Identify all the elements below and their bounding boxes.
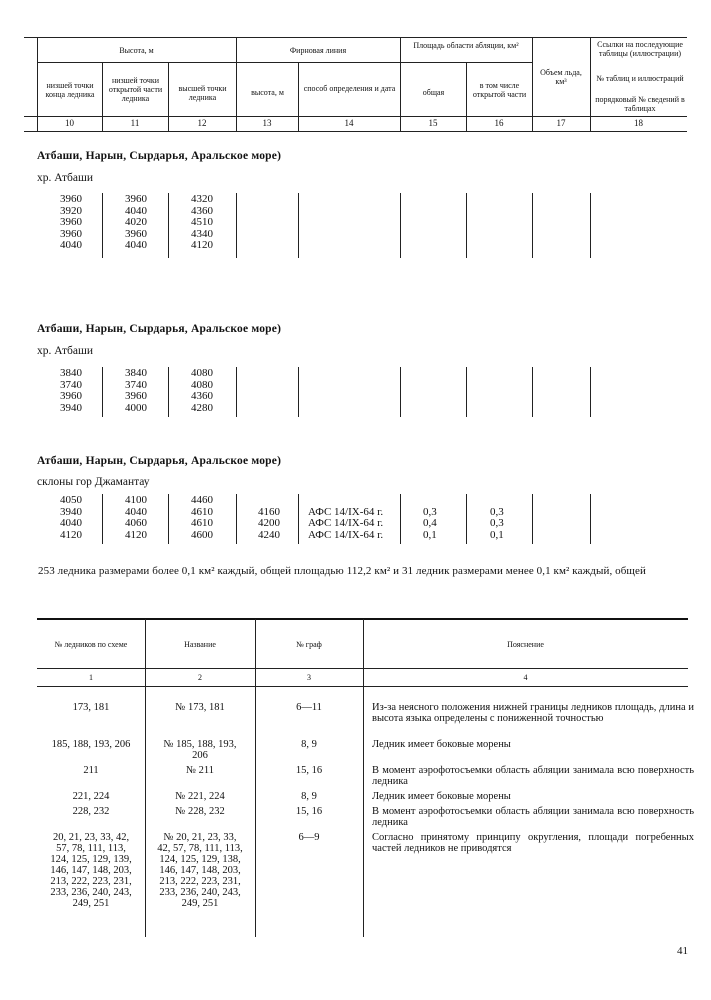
table-row-explanation: В момент аэрофотосъемки область абляции занимала всю поверхность ледника <box>372 806 694 828</box>
ablation-total-header: общая <box>422 88 445 97</box>
table-row-name: № 185, 188, 193, 206 <box>163 739 237 761</box>
table-row-graf: 8, 9 <box>301 739 317 750</box>
lowest-point-header: низшей точки конца ледника <box>45 81 95 99</box>
column-number: 10 <box>65 118 74 128</box>
page-number: 41 <box>677 945 688 957</box>
lowest-open-header: низшей точки открытой части ледника <box>108 76 163 103</box>
section-title: Атбаши, Нарын, Сырдарья, Аральское море) <box>37 455 282 467</box>
firn-method-values: АФС 14/IX-64 г. АФС 14/IX-64 г. АФС 14/IX-64 г. <box>308 505 384 541</box>
lowest-point-values: 3840 3740 3960 3940 <box>60 367 82 414</box>
highest-point-values: 4080 4080 4360 4280 <box>191 367 213 414</box>
ablation-total-values: 0,3 0,4 0,1 <box>423 505 437 541</box>
column-number: 12 <box>197 118 207 128</box>
ablation-open-header: в том числе открытой части <box>472 81 527 99</box>
table-row-graf: 6—11 <box>296 702 322 713</box>
column-number: 15 <box>428 118 438 128</box>
table-row-explanation: Согласно принятому принципу округления, площади погребенных частей ледников не приводятся <box>372 832 694 854</box>
table-row-explanation: Ледник имеет боковые морены <box>372 739 511 750</box>
firn-height-values: 4160 4200 4240 <box>258 505 280 541</box>
lowest-open-values: 3960 4040 4020 3960 4040 <box>125 193 147 251</box>
column-number: 2 <box>198 673 202 682</box>
ref-serial-header: порядковый № сведений в таблицах <box>595 95 685 113</box>
summary-note: 253 ледника размерами более 0,1 км² каждый, общей площадью 112,2 км² и 31 ледник размерами менее 0,1 км² каждый, общей <box>38 565 646 577</box>
table-row-explanation: В момент аэрофотосъемки область абляции занимала всю поверхность ледника <box>372 765 694 787</box>
firn-method-header: способ определения и дата <box>303 84 396 93</box>
table-row-name: № 211 <box>185 765 214 776</box>
ablation-area-header: Площадь области абляции, км² <box>413 41 519 50</box>
table-row-graf: 15, 16 <box>295 765 323 776</box>
column-number: 13 <box>262 118 272 128</box>
table-row-numbers: 211 <box>83 765 99 776</box>
column-number: 11 <box>130 118 140 128</box>
section-title: Атбаши, Нарын, Сырдарья, Аральское море) <box>37 150 282 162</box>
table-row-numbers: 185, 188, 193, 206 <box>51 739 131 750</box>
explanation-header: Пояснение <box>507 640 544 649</box>
lowest-open-values: 4100 4040 4060 4120 <box>125 494 147 541</box>
lowest-point-values: 3960 3920 3960 3960 4040 <box>60 193 82 251</box>
lowest-point-values: 4050 3940 4040 4120 <box>60 494 82 541</box>
firn-height-header: высота, м <box>251 88 284 97</box>
section-title: Атбаши, Нарын, Сырдарья, Аральское море) <box>37 323 282 335</box>
height-group-header: Высота, м <box>119 46 154 55</box>
references-header: Ссылки на последующие таблицы (иллюстрации) <box>597 40 683 58</box>
ice-volume-header: Объем льда, км³ <box>540 68 582 86</box>
ridge-name: хр. Атбаши <box>37 345 93 357</box>
table-row-numbers: 228, 232 <box>72 806 110 817</box>
table-row-name: № 20, 21, 23, 33, 42, 57, 78, 111, 113, 124, 125, 129, 138, 146, 147, 148, 203, 213, 222, 223, 231, 233, 236, 240, 243, 249, 251 <box>157 832 243 909</box>
table-row-numbers: 173, 181 <box>72 702 110 713</box>
name-header: Название <box>184 640 216 649</box>
table-row-name: № 221, 224 <box>175 791 225 802</box>
ref-tables-header: № таблиц и иллюстраций <box>596 74 684 83</box>
column-number: 1 <box>89 673 93 682</box>
highest-point-values: 4460 4610 4610 4600 <box>191 494 213 541</box>
column-number: 18 <box>634 118 643 128</box>
table-row-name: № 173, 181 <box>175 702 225 713</box>
highest-point-values: 4320 4360 4510 4340 4120 <box>191 193 213 251</box>
table-row-graf: 6—9 <box>298 832 320 843</box>
column-number: 14 <box>344 118 354 128</box>
ridge-name: хр. Атбаши <box>37 172 93 184</box>
highest-point-header: высшей точки ледника <box>178 84 227 102</box>
table-row-numbers: 221, 224 <box>72 791 110 802</box>
table-row-explanation: Ледник имеет боковые морены <box>372 791 511 802</box>
glacier-numbers-header: № ледников по схеме <box>54 640 128 649</box>
table-row-explanation: Из-за неясного положения нижней границы ледников площадь, длина и высота языка определены с пониженной точностью <box>372 702 694 724</box>
graf-header: № граф <box>296 640 322 649</box>
firn-line-header: Фирновая линия <box>289 46 347 55</box>
table-row-graf: 8, 9 <box>301 791 317 802</box>
table-row-numbers: 20, 21, 23, 33, 42, 57, 78, 111, 113, 124, 125, 129, 139, 146, 147, 148, 203, 213, 222, 223, 231, 233, 236, 240, 243, 249, 251 <box>50 832 132 909</box>
lowest-open-values: 3840 3740 3960 4000 <box>125 367 147 414</box>
ablation-open-values: 0,3 0,3 0,1 <box>490 505 504 541</box>
ridge-name: склоны гор Джамантау <box>37 476 150 488</box>
table-row-graf: 15, 16 <box>295 806 323 817</box>
table-row-name: № 228, 232 <box>175 806 225 817</box>
column-number: 3 <box>307 673 311 682</box>
column-number: 17 <box>556 118 566 128</box>
column-number: 4 <box>523 673 528 682</box>
column-number: 16 <box>494 118 504 128</box>
